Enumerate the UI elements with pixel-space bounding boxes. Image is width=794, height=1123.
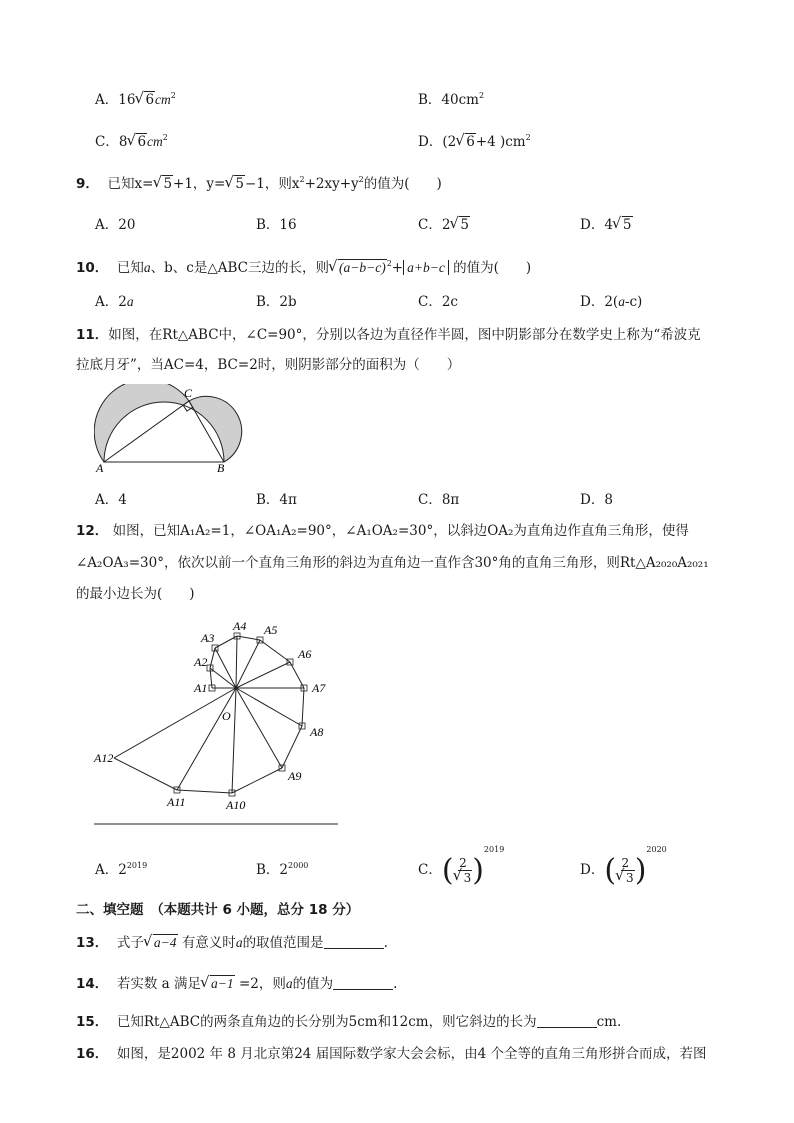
q9-stem: 9． 已知x=√ 5+1，y=√ 5−1，则$x^2+2xy+y^2$的值为( ): [76, 172, 442, 192]
label-a7: A7: [312, 681, 326, 695]
q9-option-d: D．4√ 5: [580, 213, 633, 233]
section-2-title: 二、填空题 （本题共计 6 小题，总分 18 分）: [76, 902, 360, 918]
q12-option-b: B．$2^{2000}$: [256, 861, 309, 878]
q13: 13． 式子√ a−4 有意义时a的取值范围是 .: [76, 931, 388, 951]
label-a3: A3: [201, 631, 215, 645]
q9-option-b: B．16: [256, 217, 297, 233]
q9-option-c: C．2√ 5: [418, 213, 470, 233]
q11-figure: [94, 384, 254, 476]
q10-stem: 10． 已知a、b、c是△ABC三边的长，则√ $(a-b-c)^2+ a+b-c$ 的值为( ): [76, 256, 531, 276]
q11-option-c: C．8π: [418, 492, 460, 508]
q11-option-d: D．8: [580, 492, 613, 508]
q10-option-a: A．2a: [95, 294, 134, 310]
label-a2: A2: [194, 655, 208, 669]
q9-option-a: A．20: [95, 217, 136, 233]
q11-option-a: A．4: [95, 492, 127, 508]
label-a11: A11: [167, 795, 186, 809]
q16: 16． 如图，是2002 年 8 月北京第24 届国际数学家大会会标，由4 个全等的直角三角形拼合而成，若图: [76, 1046, 707, 1062]
label-a10: A10: [226, 798, 246, 812]
label-a5: A5: [264, 623, 278, 637]
q14: 14． 若实数 a 满足√ a−1 =2，则a的值为 .: [76, 972, 397, 992]
q15: 15． 已知Rt△ABC的两条直角边的长分别为5cm和12cm，则它斜边的长为 cm.: [76, 1014, 622, 1030]
q12-option-c: C．( 2 √ 3 )$^{2019}$: [418, 845, 504, 888]
q11-option-b: B．4π: [256, 492, 297, 508]
q12-option-d: D．( 2 √ 3 )$^{2020}$: [580, 845, 667, 888]
label-a6: A6: [298, 647, 312, 661]
q14-answer-blank[interactable]: [333, 977, 393, 990]
q8-option-d: D．(2√ 6+4 )$cm^2$: [418, 130, 531, 150]
label-a: A: [96, 461, 104, 475]
q11-stem-line2: 拉底月牙”，当AC=4，BC=2时，则阴影部分的面积为（ ）: [76, 357, 461, 373]
q12-stem-line3: 的最小边长为( ): [76, 586, 195, 602]
q12-figure: [92, 618, 340, 828]
q8-option-a: A．16√ $6cm^2$: [95, 88, 176, 108]
q11-stem-line1: 11．如图，在Rt△ABC中，∠C=90°，分别以各边为直径作半圆，图中阴影部分在数学史上称为“希波克: [76, 327, 701, 343]
q10-option-d: D．2(a-c): [580, 294, 643, 310]
label-a4: A4: [233, 619, 247, 633]
label-c: C: [184, 386, 193, 400]
q12-option-a: A．$2^{2019}$: [95, 861, 148, 878]
q8-option-b: B．$40cm^2$: [418, 91, 485, 108]
label-a1: A1: [194, 681, 208, 695]
label-b: B: [217, 461, 225, 475]
q10-option-c: C．2c: [418, 294, 458, 310]
label-o: O: [222, 709, 231, 723]
label-a8: A8: [310, 725, 324, 739]
label-a12: A12: [94, 751, 114, 765]
q12-stem-line2: ∠A₂OA₃=30°，依次以前一个直角三角形的斜边为直角边一直作含30°角的直角三角形，则Rt△A₂₀₂₀A₂₀₂₁: [76, 555, 709, 571]
q12-stem-line1: 12． 如图，已知A₁A₂=1，∠OA₁A₂=90°，∠A₁OA₂=30°，以斜边OA₂为直角边作直角三角形，使得: [76, 523, 689, 539]
q8-option-c: C．8√ $6cm^2$: [95, 130, 168, 150]
q15-answer-blank[interactable]: [537, 1015, 597, 1028]
q13-answer-blank[interactable]: [324, 936, 384, 949]
label-a9: A9: [288, 769, 302, 783]
q10-option-b: B．2b: [256, 294, 297, 310]
